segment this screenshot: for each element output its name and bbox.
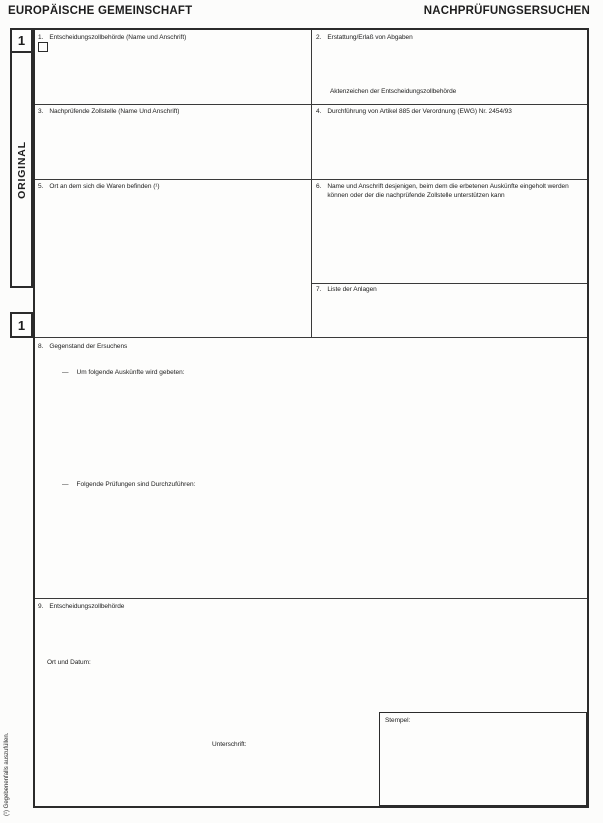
row-divider-4 bbox=[35, 337, 587, 338]
request-item-information bbox=[62, 368, 185, 377]
row-divider-5 bbox=[35, 598, 587, 599]
original-label: ORIGINAL bbox=[15, 140, 28, 199]
field-number: 4. bbox=[316, 108, 322, 115]
box1-checkbox[interactable] bbox=[38, 42, 48, 52]
request-item-checks bbox=[62, 480, 195, 489]
field-number: 6. bbox=[316, 183, 322, 190]
field-label-repayment-remission bbox=[316, 33, 413, 42]
field-number: 8. bbox=[38, 343, 44, 350]
signature-label: Unterschrift: bbox=[212, 741, 247, 748]
field-label-goods-location bbox=[38, 182, 160, 191]
field-label-contact-person bbox=[316, 182, 582, 200]
column-divider bbox=[311, 30, 312, 337]
field-number: 9. bbox=[38, 603, 44, 610]
copy-number-top: 1 bbox=[10, 28, 33, 53]
stamp-box bbox=[379, 712, 587, 806]
field-label-list-of-annexes bbox=[316, 285, 377, 294]
field-label-deciding-customs-authority bbox=[38, 33, 186, 42]
field-label-article-885 bbox=[316, 107, 578, 116]
form-title: NACHPRÜFUNGSERSUCHEN bbox=[423, 5, 590, 17]
field-label-text: Durchführung von Artikel 885 der Verordnung (EWG) Nr. 2454/93 bbox=[327, 108, 512, 115]
field-label-text: Liste der Anlagen bbox=[327, 286, 377, 293]
field-label-text: Ort an dem sich die Waren befinden (¹) bbox=[49, 183, 160, 190]
field-label-text: Name und Anschrift desjenigen, beim dem die erbetenen Auskünfte eingeholt werden können oder der die nachprüfende Zollstelle unterstützen kann bbox=[327, 183, 569, 199]
field-number: 7. bbox=[316, 286, 322, 293]
field-number: 1. bbox=[38, 34, 44, 41]
dash-bullet: — bbox=[62, 369, 69, 376]
copy-number-bottom: 1 bbox=[10, 312, 33, 338]
field-number: 5. bbox=[38, 183, 44, 190]
field-number: 2. bbox=[316, 34, 322, 41]
copy-strip bbox=[10, 28, 33, 338]
field-label-text: Gegenstand der Ersuchens bbox=[49, 343, 128, 350]
community-title: EUROPÄISCHE GEMEINSCHAFT bbox=[8, 5, 193, 17]
row-divider-2 bbox=[35, 179, 587, 180]
place-date-label: Ort und Datum: bbox=[47, 659, 91, 666]
field-label-verifying-customs-office bbox=[38, 107, 179, 116]
row-divider-1 bbox=[35, 104, 587, 105]
row-divider-3 bbox=[311, 283, 587, 284]
form-body bbox=[33, 28, 589, 808]
field-label-deciding-authority-signing bbox=[38, 602, 124, 611]
field-label-text: Erstattung/Erlaß von Abgaben bbox=[327, 34, 413, 41]
field-label-text: Nachprüfende Zollstelle (Name Und Anschrift) bbox=[49, 108, 180, 115]
stamp-label: Stempel: bbox=[385, 717, 411, 724]
field-number: 3. bbox=[38, 108, 44, 115]
dash-bullet: — bbox=[62, 481, 69, 488]
footnote-fill-if-applicable: (¹) Gegebenenfalls auszufüllen. bbox=[4, 732, 10, 816]
field-label-text: Entscheidungszollbehörde bbox=[49, 603, 125, 610]
field-label-text: Entscheidungszollbehörde (Name und Anschrift) bbox=[49, 34, 187, 41]
field-label-reference-number: Aktenzeichen der Entscheidungszollbehörde bbox=[330, 88, 457, 95]
request-item-text: Folgende Prüfungen sind Durchzuführen: bbox=[76, 481, 196, 488]
request-item-text: Um folgende Auskünfte wird gebeten: bbox=[76, 369, 185, 376]
field-label-subject-of-request bbox=[38, 342, 127, 351]
original-copy-box bbox=[10, 51, 33, 288]
